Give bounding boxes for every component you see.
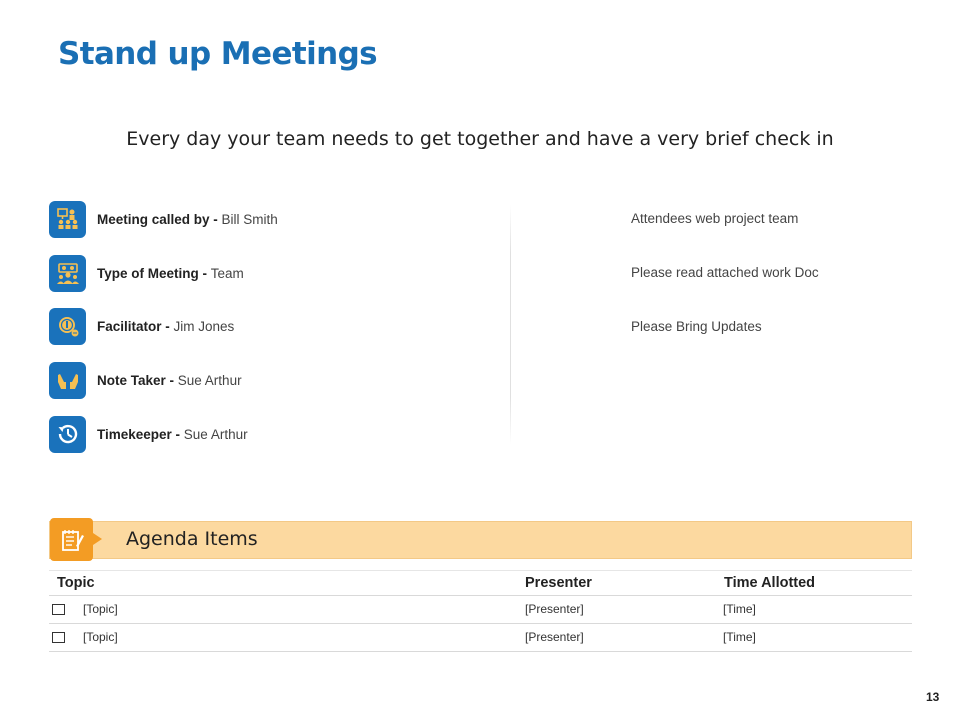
role-label: Note Taker -: [97, 372, 178, 388]
team-icon: [49, 255, 86, 292]
topic-checkbox[interactable]: [52, 632, 65, 643]
note-item: Please read attached work Doc: [631, 265, 819, 280]
role-meeting-called-by: [49, 200, 278, 238]
role-value: Bill Smith: [221, 211, 278, 227]
topic-cell: [Topic]: [83, 602, 118, 616]
note-item: Please Bring Updates: [631, 319, 762, 334]
role-label: Timekeeper -: [97, 426, 184, 442]
role-value: Sue Arthur: [183, 426, 248, 442]
agenda-table: [49, 570, 912, 652]
role-type-of-meeting: [49, 254, 244, 292]
role-text: [97, 427, 248, 442]
role-timekeeper: [49, 415, 248, 453]
idea-icon: [49, 308, 86, 345]
clock-history-icon: [49, 416, 86, 453]
vertical-divider: [510, 205, 511, 445]
role-label: Type of Meeting -: [97, 265, 211, 281]
time-cell: [Time]: [723, 630, 756, 644]
presenter-cell: [Presenter]: [525, 602, 584, 616]
role-note-taker: [49, 361, 242, 399]
column-header-presenter: Presenter: [525, 575, 592, 591]
note-item: Attendees web project team: [631, 211, 799, 226]
agenda-title: Agenda Items: [126, 528, 258, 550]
role-facilitator: [49, 307, 234, 345]
role-text: [97, 266, 244, 281]
notepad-icon: [50, 518, 93, 561]
role-label: Meeting called by -: [97, 211, 222, 227]
role-value: Team: [210, 265, 244, 281]
presenter-icon: [49, 201, 86, 238]
table-row: [49, 596, 912, 624]
column-header-topic: Topic: [57, 575, 95, 591]
time-cell: [Time]: [723, 602, 756, 616]
role-value: Sue Arthur: [177, 372, 242, 388]
hands-icon: [49, 362, 86, 399]
presenter-cell: [Presenter]: [525, 630, 584, 644]
page-number: 13: [926, 690, 940, 704]
page-subtitle: Every day your team needs to get together and have a very brief check in: [126, 128, 834, 150]
topic-checkbox[interactable]: [52, 604, 65, 615]
role-text: [97, 319, 234, 334]
page-title: Stand up Meetings: [58, 36, 378, 72]
column-header-time: Time Allotted: [724, 575, 816, 591]
role-text: [97, 373, 242, 388]
table-header-row: [49, 570, 912, 596]
role-text: [97, 212, 278, 227]
agenda-arrow: [93, 533, 102, 545]
role-label: Facilitator -: [97, 318, 174, 334]
table-row: [49, 624, 912, 652]
role-value: Jim Jones: [173, 318, 235, 334]
topic-cell: [Topic]: [83, 630, 118, 644]
